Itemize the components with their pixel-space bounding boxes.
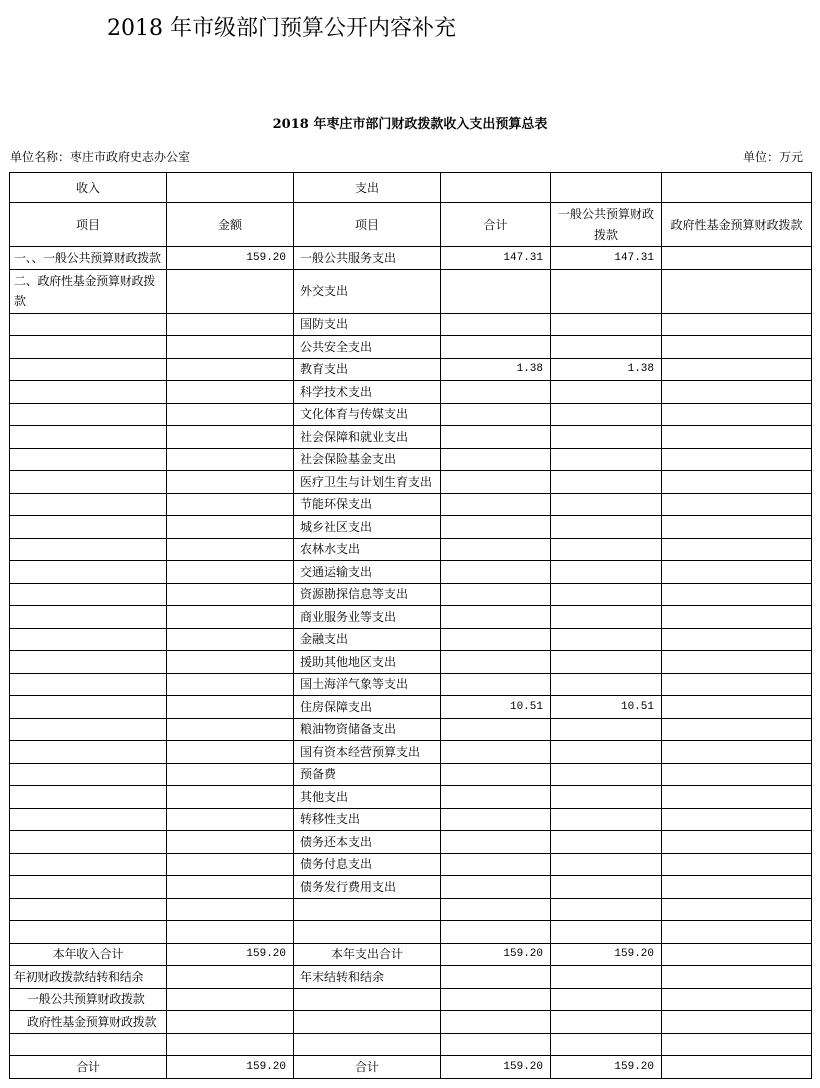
- table-row: [10, 853, 812, 876]
- income-amount-cell: [167, 493, 294, 516]
- expense-item-cell: 住房保障支出: [294, 696, 441, 719]
- income-item-cell: [10, 471, 167, 494]
- total-cell: [441, 876, 551, 899]
- table-row: [10, 898, 812, 921]
- table-row: [10, 381, 812, 404]
- fund-budget-cell: [662, 876, 812, 899]
- general-budget-cell: [551, 628, 662, 651]
- expense-item-cell: 粮油物资储备支出: [294, 718, 441, 741]
- total-cell: [441, 628, 551, 651]
- total-cell: 1.38: [441, 358, 551, 381]
- income-amount-cell: [167, 898, 294, 921]
- income-group-header: 收入: [10, 173, 167, 203]
- fund-budget-cell: [662, 1011, 812, 1034]
- income-amount-cell: [167, 471, 294, 494]
- expense-item-cell: 援助其他地区支出: [294, 651, 441, 674]
- income-item-cell: 一般公共预算财政拨款: [10, 988, 167, 1011]
- general-budget-cell: [551, 1033, 662, 1056]
- total-cell: [441, 898, 551, 921]
- expense-item-cell: 债务还本支出: [294, 831, 441, 854]
- income-item-cell: [10, 853, 167, 876]
- general-budget-cell: [551, 561, 662, 584]
- fund-budget-cell: [662, 471, 812, 494]
- income-item-cell: [10, 403, 167, 426]
- total-cell: [441, 763, 551, 786]
- income-amount-cell: [167, 696, 294, 719]
- general-budget-cell: [551, 921, 662, 944]
- fund-budget-cell: [662, 606, 812, 629]
- total-cell: [441, 313, 551, 336]
- total-cell: 147.31: [441, 247, 551, 270]
- budget-table-body: [10, 247, 812, 1079]
- income-item-cell: [10, 606, 167, 629]
- table-row: [10, 426, 812, 449]
- income-item-cell: [10, 876, 167, 899]
- fund-budget-cell: [662, 313, 812, 336]
- total-cell: [441, 1011, 551, 1034]
- income-amount-cell: [167, 741, 294, 764]
- general-budget-cell: [551, 741, 662, 764]
- expense-item-cell: 国土海洋气象等支出: [294, 673, 441, 696]
- expense-item-cell: [294, 1011, 441, 1034]
- general-budget-cell: [551, 673, 662, 696]
- total-cell: 159.20: [441, 1056, 551, 1079]
- income-item-cell: 一、、一般公共预算财政拨款: [10, 247, 167, 270]
- table-row: [10, 786, 812, 809]
- table-row: [10, 741, 812, 764]
- expense-item-cell: 债务发行费用支出: [294, 876, 441, 899]
- total-cell: [441, 741, 551, 764]
- expense-item-cell: 国防支出: [294, 313, 441, 336]
- fund-budget-cell: [662, 1033, 812, 1056]
- general-budget-cell: [551, 786, 662, 809]
- total-header: 合计: [441, 203, 551, 247]
- fund-budget-header: 政府性基金预算财政拨款: [662, 203, 812, 247]
- empty-header-cell: [551, 173, 662, 203]
- expense-item-cell: 国有资本经营预算支出: [294, 741, 441, 764]
- expense-item-cell: 交通运输支出: [294, 561, 441, 584]
- total-cell: [441, 966, 551, 989]
- total-cell: [441, 269, 551, 313]
- total-cell: [441, 561, 551, 584]
- income-amount-cell: [167, 831, 294, 854]
- fund-budget-cell: [662, 381, 812, 404]
- table-row: [10, 1011, 812, 1034]
- general-budget-cell: [551, 718, 662, 741]
- income-item-cell: 合计: [10, 1056, 167, 1079]
- fund-budget-cell: [662, 336, 812, 359]
- fund-budget-cell: [662, 898, 812, 921]
- fund-budget-cell: [662, 426, 812, 449]
- income-item-cell: [10, 696, 167, 719]
- fund-budget-cell: [662, 651, 812, 674]
- expense-item-cell: 农林水支出: [294, 538, 441, 561]
- general-budget-cell: [551, 403, 662, 426]
- table-row: [10, 313, 812, 336]
- expense-group-header: 支出: [294, 173, 441, 203]
- total-cell: [441, 808, 551, 831]
- table-row: [10, 1033, 812, 1056]
- unit-label: 单位：万元: [742, 150, 803, 164]
- fund-budget-cell: [662, 943, 812, 966]
- expense-item-cell: 科学技术支出: [294, 381, 441, 404]
- income-amount-cell: [167, 426, 294, 449]
- fund-budget-cell: [662, 786, 812, 809]
- income-amount-cell: [167, 876, 294, 899]
- income-amount-cell: [167, 269, 294, 313]
- total-cell: [441, 606, 551, 629]
- income-amount-header: 金额: [167, 203, 294, 247]
- income-item-cell: [10, 763, 167, 786]
- expense-item-cell: 城乡社区支出: [294, 516, 441, 539]
- income-item-cell: [10, 741, 167, 764]
- general-budget-cell: [551, 966, 662, 989]
- income-amount-cell: 159.20: [167, 247, 294, 270]
- total-cell: [441, 516, 551, 539]
- income-amount-cell: [167, 381, 294, 404]
- fund-budget-cell: [662, 966, 812, 989]
- table-row: [10, 921, 812, 944]
- fund-budget-cell: [662, 1056, 812, 1079]
- fund-budget-cell: [662, 741, 812, 764]
- income-item-cell: [10, 673, 167, 696]
- income-amount-cell: [167, 538, 294, 561]
- general-budget-cell: [551, 426, 662, 449]
- expense-item-cell: [294, 921, 441, 944]
- general-budget-cell: [551, 763, 662, 786]
- income-item-cell: [10, 1033, 167, 1056]
- table-row: [10, 561, 812, 584]
- expense-item-cell: 节能环保支出: [294, 493, 441, 516]
- general-budget-cell: [551, 988, 662, 1011]
- general-budget-cell: [551, 651, 662, 674]
- income-amount-cell: [167, 651, 294, 674]
- income-item-cell: 年初财政拨款结转和结余: [10, 966, 167, 989]
- column-header-row: [10, 203, 812, 247]
- table-row: [10, 763, 812, 786]
- table-row: [10, 651, 812, 674]
- total-cell: 10.51: [441, 696, 551, 719]
- expense-item-cell: 资源勘探信息等支出: [294, 583, 441, 606]
- income-item-cell: [10, 493, 167, 516]
- income-amount-cell: [167, 786, 294, 809]
- income-item-cell: [10, 718, 167, 741]
- fund-budget-cell: [662, 247, 812, 270]
- table-row: [10, 831, 812, 854]
- general-budget-cell: [551, 471, 662, 494]
- expense-item-cell: 商业服务业等支出: [294, 606, 441, 629]
- table-row: [10, 448, 812, 471]
- table-row: [10, 943, 812, 966]
- total-cell: [441, 831, 551, 854]
- table-row: [10, 966, 812, 989]
- income-amount-cell: [167, 583, 294, 606]
- income-item-cell: [10, 831, 167, 854]
- fund-budget-cell: [662, 808, 812, 831]
- fund-budget-cell: [662, 696, 812, 719]
- general-budget-cell: [551, 853, 662, 876]
- general-budget-cell: [551, 583, 662, 606]
- total-cell: [441, 921, 551, 944]
- fund-budget-cell: [662, 831, 812, 854]
- general-budget-cell: 159.20: [551, 1056, 662, 1079]
- expense-item-cell: 年末结转和结余: [294, 966, 441, 989]
- income-amount-cell: [167, 403, 294, 426]
- total-cell: [441, 988, 551, 1011]
- income-amount-cell: [167, 966, 294, 989]
- table-row: [10, 988, 812, 1011]
- expense-item-cell: 公共安全支出: [294, 336, 441, 359]
- table-row: [10, 336, 812, 359]
- fund-budget-cell: [662, 583, 812, 606]
- fund-budget-cell: [662, 269, 812, 313]
- fund-budget-cell: [662, 561, 812, 584]
- total-cell: [441, 1033, 551, 1056]
- expense-item-cell: 医疗卫生与计划生育支出: [294, 471, 441, 494]
- table-row: [10, 808, 812, 831]
- income-amount-cell: [167, 988, 294, 1011]
- table-row: [10, 718, 812, 741]
- income-amount-cell: [167, 516, 294, 539]
- general-budget-cell: [551, 1011, 662, 1034]
- expense-item-cell: 金融支出: [294, 628, 441, 651]
- fund-budget-cell: [662, 921, 812, 944]
- income-amount-cell: [167, 808, 294, 831]
- expense-item-cell: 本年支出合计: [294, 943, 441, 966]
- total-cell: [441, 538, 551, 561]
- expense-item-cell: 合计: [294, 1056, 441, 1079]
- fund-budget-cell: [662, 516, 812, 539]
- general-budget-cell: 10.51: [551, 696, 662, 719]
- document-title: 2018 年市级部门预算公开内容补充: [107, 16, 456, 41]
- table-row: [10, 493, 812, 516]
- fund-budget-cell: [662, 403, 812, 426]
- income-amount-cell: 159.20: [167, 943, 294, 966]
- income-item-cell: [10, 898, 167, 921]
- budget-table: [9, 172, 812, 1079]
- general-budget-cell: 147.31: [551, 247, 662, 270]
- total-cell: [441, 493, 551, 516]
- total-cell: [441, 583, 551, 606]
- income-item-cell: [10, 651, 167, 674]
- table-title: 2018 年枣庄市部门财政拨款收入支出预算总表: [272, 117, 548, 132]
- income-item-cell: [10, 786, 167, 809]
- income-amount-cell: [167, 313, 294, 336]
- general-budget-cell: [551, 336, 662, 359]
- expense-item-cell: 债务付息支出: [294, 853, 441, 876]
- general-budget-cell: [551, 538, 662, 561]
- fund-budget-cell: [662, 493, 812, 516]
- expense-item-cell: [294, 1033, 441, 1056]
- income-amount-cell: [167, 673, 294, 696]
- general-budget-cell: 159.20: [551, 943, 662, 966]
- expense-item-cell: 教育支出: [294, 358, 441, 381]
- total-cell: [441, 718, 551, 741]
- table-row: [10, 538, 812, 561]
- fund-budget-cell: [662, 538, 812, 561]
- income-item-cell: [10, 448, 167, 471]
- fund-budget-cell: [662, 358, 812, 381]
- table-row: [10, 673, 812, 696]
- income-item-cell: [10, 808, 167, 831]
- general-budget-header: 一般公共预算财政拨款: [551, 203, 662, 247]
- fund-budget-cell: [662, 628, 812, 651]
- expense-item-cell: 其他支出: [294, 786, 441, 809]
- income-item-cell: 本年收入合计: [10, 943, 167, 966]
- fund-budget-cell: [662, 448, 812, 471]
- total-cell: [441, 471, 551, 494]
- income-amount-cell: [167, 606, 294, 629]
- general-budget-cell: [551, 313, 662, 336]
- income-item-cell: [10, 516, 167, 539]
- income-item-cell: [10, 336, 167, 359]
- income-item-cell: [10, 426, 167, 449]
- expense-item-cell: 转移性支出: [294, 808, 441, 831]
- general-budget-cell: [551, 808, 662, 831]
- empty-header-cell: [662, 173, 812, 203]
- expense-item-cell: [294, 988, 441, 1011]
- table-row: [10, 583, 812, 606]
- total-cell: [441, 336, 551, 359]
- expense-item-cell: 一般公共服务支出: [294, 247, 441, 270]
- income-item-cell: 政府性基金预算财政拨款: [10, 1011, 167, 1034]
- unit-name-label: 单位名称：枣庄市政府史志办公室: [10, 150, 191, 164]
- expense-item-cell: 预备费: [294, 763, 441, 786]
- fund-budget-cell: [662, 718, 812, 741]
- empty-header-cell: [167, 173, 294, 203]
- income-item-cell: [10, 381, 167, 404]
- income-amount-cell: [167, 718, 294, 741]
- income-amount-cell: [167, 336, 294, 359]
- income-amount-cell: [167, 448, 294, 471]
- expense-item-cell: 文化体育与传媒支出: [294, 403, 441, 426]
- general-budget-cell: [551, 898, 662, 921]
- table-row: [10, 471, 812, 494]
- general-budget-cell: [551, 876, 662, 899]
- table-row: [10, 403, 812, 426]
- total-cell: [441, 651, 551, 674]
- income-amount-cell: [167, 1033, 294, 1056]
- total-cell: [441, 853, 551, 876]
- total-cell: [441, 381, 551, 404]
- income-amount-cell: 159.20: [167, 1056, 294, 1079]
- general-budget-cell: [551, 831, 662, 854]
- total-cell: [441, 426, 551, 449]
- total-cell: [441, 786, 551, 809]
- table-row: [10, 247, 812, 270]
- table-row: [10, 516, 812, 539]
- expense-item-cell: 社会保障和就业支出: [294, 426, 441, 449]
- table-row: [10, 606, 812, 629]
- table-row: [10, 269, 812, 313]
- income-amount-cell: [167, 358, 294, 381]
- table-row: [10, 1056, 812, 1079]
- general-budget-cell: [551, 269, 662, 313]
- income-item-cell: 二、政府性基金预算财政拨款: [10, 269, 167, 313]
- table-row: [10, 696, 812, 719]
- expense-item-cell: 外交支出: [294, 269, 441, 313]
- empty-header-cell: [441, 173, 551, 203]
- total-cell: [441, 673, 551, 696]
- group-header-row: [10, 173, 812, 203]
- total-cell: [441, 403, 551, 426]
- table-row: [10, 358, 812, 381]
- general-budget-cell: [551, 381, 662, 404]
- fund-budget-cell: [662, 763, 812, 786]
- expense-item-cell: [294, 898, 441, 921]
- income-amount-cell: [167, 561, 294, 584]
- general-budget-cell: 1.38: [551, 358, 662, 381]
- income-amount-cell: [167, 1011, 294, 1034]
- general-budget-cell: [551, 516, 662, 539]
- total-cell: [441, 448, 551, 471]
- income-item-cell: [10, 628, 167, 651]
- fund-budget-cell: [662, 853, 812, 876]
- income-amount-cell: [167, 628, 294, 651]
- income-amount-cell: [167, 853, 294, 876]
- general-budget-cell: [551, 493, 662, 516]
- expense-item-header: 项目: [294, 203, 441, 247]
- income-amount-cell: [167, 921, 294, 944]
- total-cell: 159.20: [441, 943, 551, 966]
- table-row: [10, 876, 812, 899]
- income-item-cell: [10, 583, 167, 606]
- expense-item-cell: 社会保险基金支出: [294, 448, 441, 471]
- income-item-cell: [10, 313, 167, 336]
- general-budget-cell: [551, 606, 662, 629]
- table-row: [10, 628, 812, 651]
- income-item-cell: [10, 358, 167, 381]
- income-item-cell: [10, 921, 167, 944]
- fund-budget-cell: [662, 673, 812, 696]
- general-budget-cell: [551, 448, 662, 471]
- income-amount-cell: [167, 763, 294, 786]
- income-item-cell: [10, 538, 167, 561]
- fund-budget-cell: [662, 988, 812, 1011]
- income-item-cell: [10, 561, 167, 584]
- income-item-header: 项目: [10, 203, 167, 247]
